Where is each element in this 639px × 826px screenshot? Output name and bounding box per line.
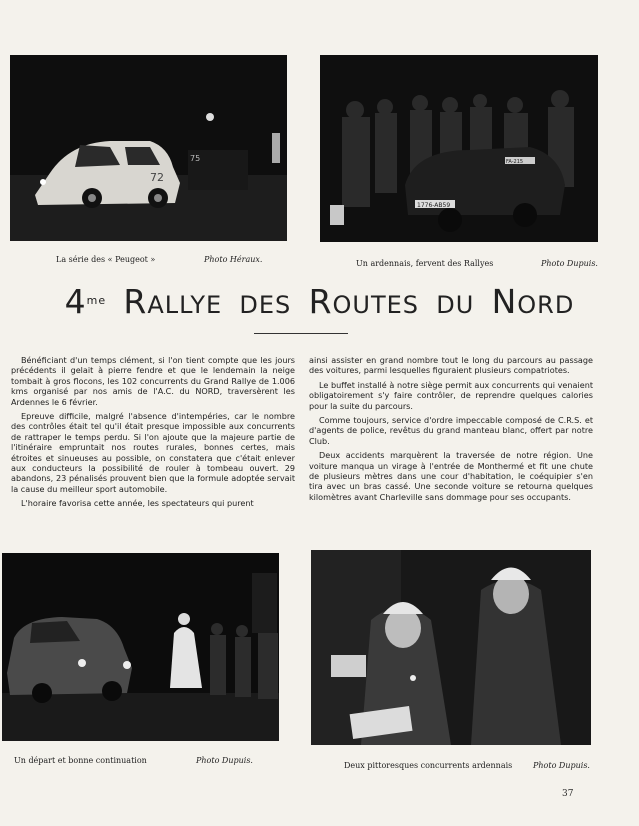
photo-peugeot-series — [10, 55, 287, 241]
photo-peugeot-series-image — [10, 55, 287, 241]
paragraph: Epreuve difficile, malgré l'absence d'intempéries, car le nombre des contrôles était tel qu'il était presque impossible aux concurrents de rattraper le temps perdu. Si l'on ajoute que la majeure partie de l'itinéraire empruntait nos routes rurales, bonnes certes, mais étroites et sinueuses au possible, on constatera que c'était enlever aux conducteurs la possibilité de rouler à tombeau ouvert. 29 abandons, 23 pénalisés prouvent bien que la formule adoptée servait la cause du meilleur sport automobile. — [11, 411, 295, 494]
paragraph: Deux accidents marquèrent la traversée de notre région. Une voiture manqua un virage à l'entrée de Monthermé et fit une chute de plusieurs mètres dans une cour d'habitation, le coéquipier s'en tira avec un bras cassé. Une seconde voiture se retourna quelques kilomètres avant Charleville sans dommage pour ses occupants. — [309, 450, 593, 502]
article-column-left — [11, 355, 295, 513]
title-divider — [254, 333, 348, 334]
photo-ardennais-competitors-image — [311, 550, 591, 745]
credit-bottom-right: Photo Dupuis. — [533, 761, 590, 770]
caption-top-left: La série des « Peugeot » — [56, 255, 156, 264]
title-word-rallye: ALLYE — [147, 291, 223, 319]
title-word-des: DES — [239, 291, 292, 319]
credit-bottom-left: Photo Dupuis. — [196, 756, 253, 765]
title-word-du: DU — [436, 291, 475, 319]
photo-departure-image — [2, 553, 279, 741]
page-number: 37 — [562, 789, 574, 799]
plate-number: 75 — [190, 154, 201, 163]
plate-rear: FA-215 — [506, 159, 524, 165]
caption-top-right: Un ardennais, fervent des Rallyes — [356, 259, 494, 268]
title-ordinal: me — [86, 294, 107, 307]
paragraph: ainsi assister en grand nombre tout le long du parcours au passage des voitures, parmi lesquelles figuraient plusieurs compatriotes. — [309, 355, 593, 376]
article-column-right — [309, 355, 593, 506]
car-number: 72 — [150, 171, 164, 184]
photo-ardennais-fan-image — [320, 55, 598, 242]
title-number: 4 — [64, 282, 87, 321]
paragraph: Le buffet installé à notre siège permit aux concurrents qui venaient obligatoirement s'y faire contrôler, de reprendre quelques calories pour la suite du parcours. — [309, 379, 593, 411]
paragraph: L'horaire favorisa cette année, les spectateurs qui purent — [21, 498, 254, 509]
credit-top-left: Photo Héraux. — [204, 255, 263, 264]
title-initial-n: N — [491, 282, 518, 321]
photo-ardennais-competitors — [311, 550, 591, 745]
title-initial-r1: R — [123, 282, 148, 321]
caption-bottom-right: Deux pittoresques concurrents ardennais — [344, 761, 513, 770]
paragraph: Bénéficiant d'un temps clément, si l'on tient compte que les jours précédents il gelait à pierre fendre et que le lendemain la neige tombait à gros flocons, les 102 concurrents du Grand Rallye de 1.006 kms organisé par nos amis de l'A.C. du NORD, traversèrent les Ardennes le 6 février. — [11, 355, 295, 407]
article-title — [0, 282, 639, 321]
plate-front: 1776-AB59 — [417, 202, 451, 209]
photo-ardennais-fan — [320, 55, 598, 242]
caption-bottom-left: Un départ et bonne continuation — [14, 756, 147, 765]
photo-departure — [2, 553, 279, 741]
title-word-routes: OUTES — [332, 291, 420, 319]
paragraph: Comme toujours, service d'ordre impeccable composé de C.R.S. et d'agents de police, revêtus du grand manteau blanc, offert par notre Club. — [309, 415, 593, 446]
title-initial-r2: R — [308, 282, 333, 321]
title-word-nord: ORD — [517, 291, 575, 319]
credit-top-right: Photo Dupuis. — [541, 259, 598, 268]
